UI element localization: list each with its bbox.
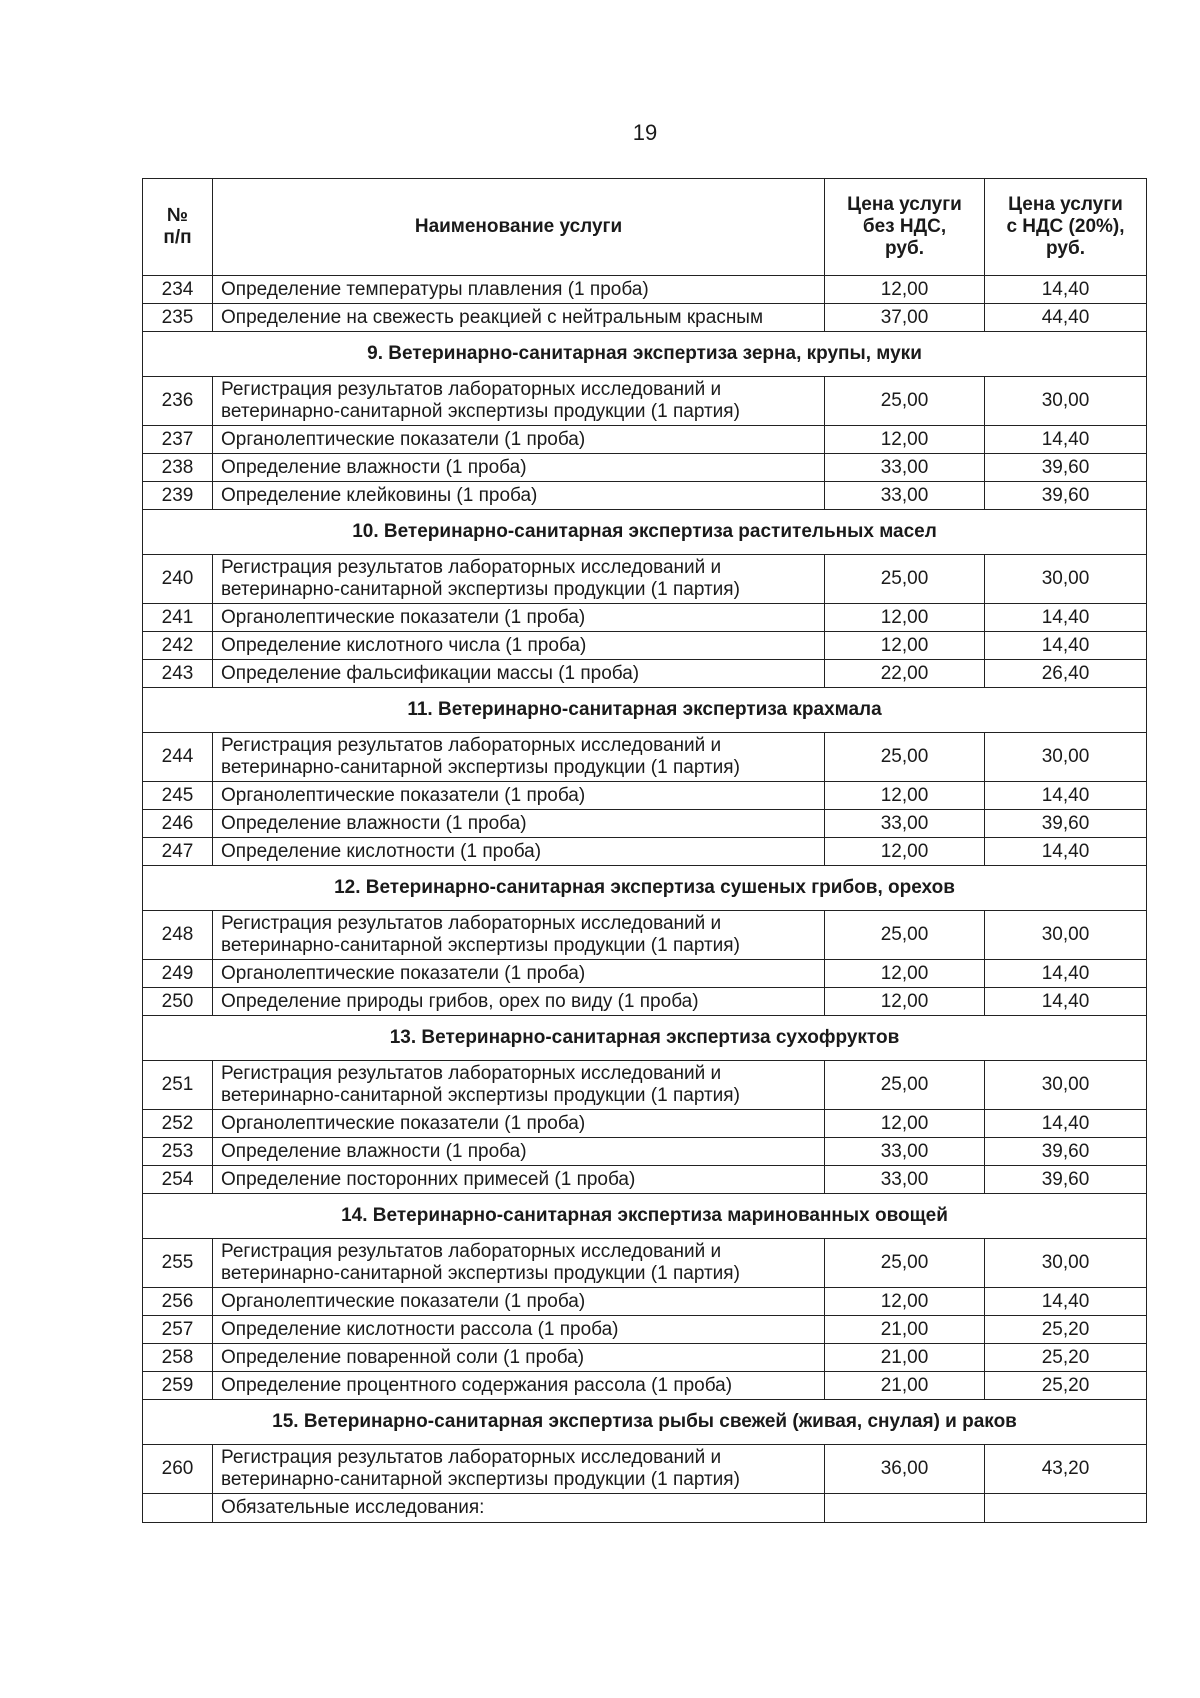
price-vat: 14,40 <box>985 1288 1147 1316</box>
table-row <box>143 733 1147 782</box>
price-vat <box>985 1494 1147 1523</box>
row-number: 251 <box>143 1061 213 1110</box>
service-name: Определение клейковины (1 проба) <box>213 482 825 510</box>
header-num-line: п/п <box>163 227 192 248</box>
service-name: Органолептические показатели (1 проба) <box>213 782 825 810</box>
price-vat: 39,60 <box>985 1138 1147 1166</box>
service-name: Органолептические показатели (1 проба) <box>213 1288 825 1316</box>
table-row <box>143 660 1147 688</box>
row-number: 240 <box>143 555 213 604</box>
price-no-vat: 12,00 <box>825 988 985 1016</box>
table-row <box>143 377 1147 426</box>
section-title: 11. Ветеринарно-санитарная экспертиза крахмала <box>143 688 1147 733</box>
header-price-no-vat <box>825 179 985 276</box>
service-name: Определение на свежесть реакцией с нейтральным красным <box>213 304 825 332</box>
price-no-vat: 22,00 <box>825 660 985 688</box>
price-vat: 25,20 <box>985 1372 1147 1400</box>
row-number: 249 <box>143 960 213 988</box>
table-row <box>143 911 1147 960</box>
table-row <box>143 1288 1147 1316</box>
row-number: 237 <box>143 426 213 454</box>
header-service-name: Наименование услуги <box>213 179 825 276</box>
service-name: Определение влажности (1 проба) <box>213 454 825 482</box>
header-price-no-vat-line: руб. <box>885 238 924 259</box>
table-row <box>143 1166 1147 1194</box>
header-price-vat-line: руб. <box>1046 238 1085 259</box>
price-vat: 14,40 <box>985 604 1147 632</box>
price-no-vat: 21,00 <box>825 1344 985 1372</box>
row-number: 244 <box>143 733 213 782</box>
price-no-vat: 37,00 <box>825 304 985 332</box>
price-no-vat: 36,00 <box>825 1445 985 1494</box>
header-num <box>143 179 213 276</box>
section-header-row <box>143 332 1147 377</box>
price-no-vat: 12,00 <box>825 604 985 632</box>
row-number: 239 <box>143 482 213 510</box>
service-name: Определение процентного содержания рассола (1 проба) <box>213 1372 825 1400</box>
price-vat: 44,40 <box>985 304 1147 332</box>
price-no-vat: 12,00 <box>825 838 985 866</box>
price-vat: 14,40 <box>985 838 1147 866</box>
row-number: 253 <box>143 1138 213 1166</box>
service-name: Регистрация результатов лабораторных исследований и ветеринарно-санитарной экспертизы продукции (1 партия) <box>213 733 825 782</box>
section-title: 12. Ветеринарно-санитарная экспертиза сушеных грибов, орехов <box>143 866 1147 911</box>
price-vat: 14,40 <box>985 276 1147 304</box>
price-no-vat: 25,00 <box>825 911 985 960</box>
header-num-line: № <box>166 205 189 226</box>
service-name: Определение влажности (1 проба) <box>213 1138 825 1166</box>
price-no-vat <box>825 1494 985 1523</box>
table-row <box>143 482 1147 510</box>
price-no-vat: 12,00 <box>825 1110 985 1138</box>
price-vat: 14,40 <box>985 960 1147 988</box>
service-name: Определение температуры плавления (1 проба) <box>213 276 825 304</box>
price-no-vat: 25,00 <box>825 555 985 604</box>
section-title: 9. Ветеринарно-санитарная экспертиза зерна, крупы, муки <box>143 332 1147 377</box>
price-no-vat: 25,00 <box>825 1239 985 1288</box>
row-number: 260 <box>143 1445 213 1494</box>
table-row <box>143 1445 1147 1494</box>
section-title: 15. Ветеринарно-санитарная экспертиза рыбы свежей (живая, снулая) и раков <box>143 1400 1147 1445</box>
price-no-vat: 33,00 <box>825 810 985 838</box>
price-vat: 30,00 <box>985 1239 1147 1288</box>
service-name: Регистрация результатов лабораторных исследований и ветеринарно-санитарной экспертизы продукции (1 партия) <box>213 911 825 960</box>
price-no-vat: 21,00 <box>825 1372 985 1400</box>
price-vat: 30,00 <box>985 555 1147 604</box>
service-name: Регистрация результатов лабораторных исследований и ветеринарно-санитарной экспертизы продукции (1 партия) <box>213 1239 825 1288</box>
price-no-vat: 12,00 <box>825 276 985 304</box>
table-row <box>143 1138 1147 1166</box>
row-number: 245 <box>143 782 213 810</box>
table-row <box>143 782 1147 810</box>
section-title: 13. Ветеринарно-санитарная экспертиза сухофруктов <box>143 1016 1147 1061</box>
table-row <box>143 1372 1147 1400</box>
price-vat: 14,40 <box>985 426 1147 454</box>
header-price-vat-line: с НДС (20%), <box>1006 216 1125 237</box>
price-vat: 26,40 <box>985 660 1147 688</box>
service-name: Регистрация результатов лабораторных исследований и ветеринарно-санитарной экспертизы продукции (1 партия) <box>213 377 825 426</box>
section-title: 14. Ветеринарно-санитарная экспертиза маринованных овощей <box>143 1194 1147 1239</box>
service-name: Определение кислотности (1 проба) <box>213 838 825 866</box>
price-vat: 14,40 <box>985 1110 1147 1138</box>
service-name: Органолептические показатели (1 проба) <box>213 960 825 988</box>
row-number: 258 <box>143 1344 213 1372</box>
service-name: Регистрация результатов лабораторных исследований и ветеринарно-санитарной экспертизы продукции (1 партия) <box>213 1445 825 1494</box>
row-number <box>143 1494 213 1523</box>
row-number: 254 <box>143 1166 213 1194</box>
service-name: Определение кислотного числа (1 проба) <box>213 632 825 660</box>
row-number: 247 <box>143 838 213 866</box>
table-row <box>143 1061 1147 1110</box>
header-row <box>143 179 1147 276</box>
row-number: 234 <box>143 276 213 304</box>
price-vat: 39,60 <box>985 454 1147 482</box>
service-name: Обязательные исследования: <box>213 1494 825 1523</box>
row-number: 256 <box>143 1288 213 1316</box>
service-name: Определение кислотности рассола (1 проба) <box>213 1316 825 1344</box>
section-header-row <box>143 1016 1147 1061</box>
table-row <box>143 838 1147 866</box>
price-no-vat: 25,00 <box>825 377 985 426</box>
section-title: 10. Ветеринарно-санитарная экспертиза растительных масел <box>143 510 1147 555</box>
row-number: 255 <box>143 1239 213 1288</box>
price-no-vat: 25,00 <box>825 1061 985 1110</box>
table-row <box>143 426 1147 454</box>
service-name: Органолептические показатели (1 проба) <box>213 426 825 454</box>
table-row <box>143 632 1147 660</box>
table-row <box>143 1239 1147 1288</box>
row-number: 250 <box>143 988 213 1016</box>
service-name: Определение посторонних примесей (1 проба) <box>213 1166 825 1194</box>
service-name: Определение влажности (1 проба) <box>213 810 825 838</box>
price-vat: 30,00 <box>985 377 1147 426</box>
service-name: Определение фальсификации массы (1 проба) <box>213 660 825 688</box>
price-vat: 30,00 <box>985 1061 1147 1110</box>
price-no-vat: 21,00 <box>825 1316 985 1344</box>
price-vat: 14,40 <box>985 632 1147 660</box>
section-header-row <box>143 866 1147 911</box>
row-number: 242 <box>143 632 213 660</box>
row-number: 236 <box>143 377 213 426</box>
table-row <box>143 555 1147 604</box>
page-number: 19 <box>632 120 658 145</box>
table-row <box>143 810 1147 838</box>
price-no-vat: 12,00 <box>825 1288 985 1316</box>
price-no-vat: 33,00 <box>825 482 985 510</box>
price-vat: 30,00 <box>985 911 1147 960</box>
price-vat: 39,60 <box>985 810 1147 838</box>
section-header-row <box>143 510 1147 555</box>
service-name: Органолептические показатели (1 проба) <box>213 1110 825 1138</box>
row-number: 257 <box>143 1316 213 1344</box>
table-row <box>143 604 1147 632</box>
row-number: 248 <box>143 911 213 960</box>
price-vat: 14,40 <box>985 988 1147 1016</box>
price-vat: 43,20 <box>985 1445 1147 1494</box>
table-row <box>143 1344 1147 1372</box>
row-number: 235 <box>143 304 213 332</box>
table-row <box>143 960 1147 988</box>
row-number: 243 <box>143 660 213 688</box>
table-header <box>143 179 1147 276</box>
service-name: Определение поваренной соли (1 проба) <box>213 1344 825 1372</box>
price-vat: 39,60 <box>985 482 1147 510</box>
row-number: 238 <box>143 454 213 482</box>
service-name: Регистрация результатов лабораторных исследований и ветеринарно-санитарной экспертизы продукции (1 партия) <box>213 1061 825 1110</box>
table-row <box>143 1316 1147 1344</box>
price-vat: 14,40 <box>985 782 1147 810</box>
row-number: 246 <box>143 810 213 838</box>
price-no-vat: 12,00 <box>825 960 985 988</box>
table-row <box>143 1110 1147 1138</box>
section-header-row <box>143 688 1147 733</box>
price-no-vat: 25,00 <box>825 733 985 782</box>
table-row <box>143 454 1147 482</box>
row-number: 241 <box>143 604 213 632</box>
price-no-vat: 33,00 <box>825 1138 985 1166</box>
service-name: Органолептические показатели (1 проба) <box>213 604 825 632</box>
price-table <box>142 178 1147 1523</box>
row-number: 259 <box>143 1372 213 1400</box>
header-price-vat <box>985 179 1147 276</box>
section-header-row <box>143 1400 1147 1445</box>
price-vat: 25,20 <box>985 1316 1147 1344</box>
header-price-no-vat-line: Цена услуги <box>847 194 962 215</box>
header-price-no-vat-line: без НДС, <box>862 216 947 237</box>
price-no-vat: 12,00 <box>825 426 985 454</box>
price-no-vat: 33,00 <box>825 1166 985 1194</box>
table-row <box>143 304 1147 332</box>
table-row <box>143 988 1147 1016</box>
price-no-vat: 33,00 <box>825 454 985 482</box>
price-vat: 39,60 <box>985 1166 1147 1194</box>
table-body <box>143 276 1147 1523</box>
price-no-vat: 12,00 <box>825 632 985 660</box>
header-price-vat-line: Цена услуги <box>1008 194 1123 215</box>
table-row <box>143 276 1147 304</box>
row-number: 252 <box>143 1110 213 1138</box>
price-vat: 25,20 <box>985 1344 1147 1372</box>
price-no-vat: 12,00 <box>825 782 985 810</box>
service-name: Регистрация результатов лабораторных исследований и ветеринарно-санитарной экспертизы продукции (1 партия) <box>213 555 825 604</box>
service-name: Определение природы грибов, орех по виду (1 проба) <box>213 988 825 1016</box>
price-vat: 30,00 <box>985 733 1147 782</box>
section-header-row <box>143 1194 1147 1239</box>
note-row <box>143 1494 1147 1523</box>
